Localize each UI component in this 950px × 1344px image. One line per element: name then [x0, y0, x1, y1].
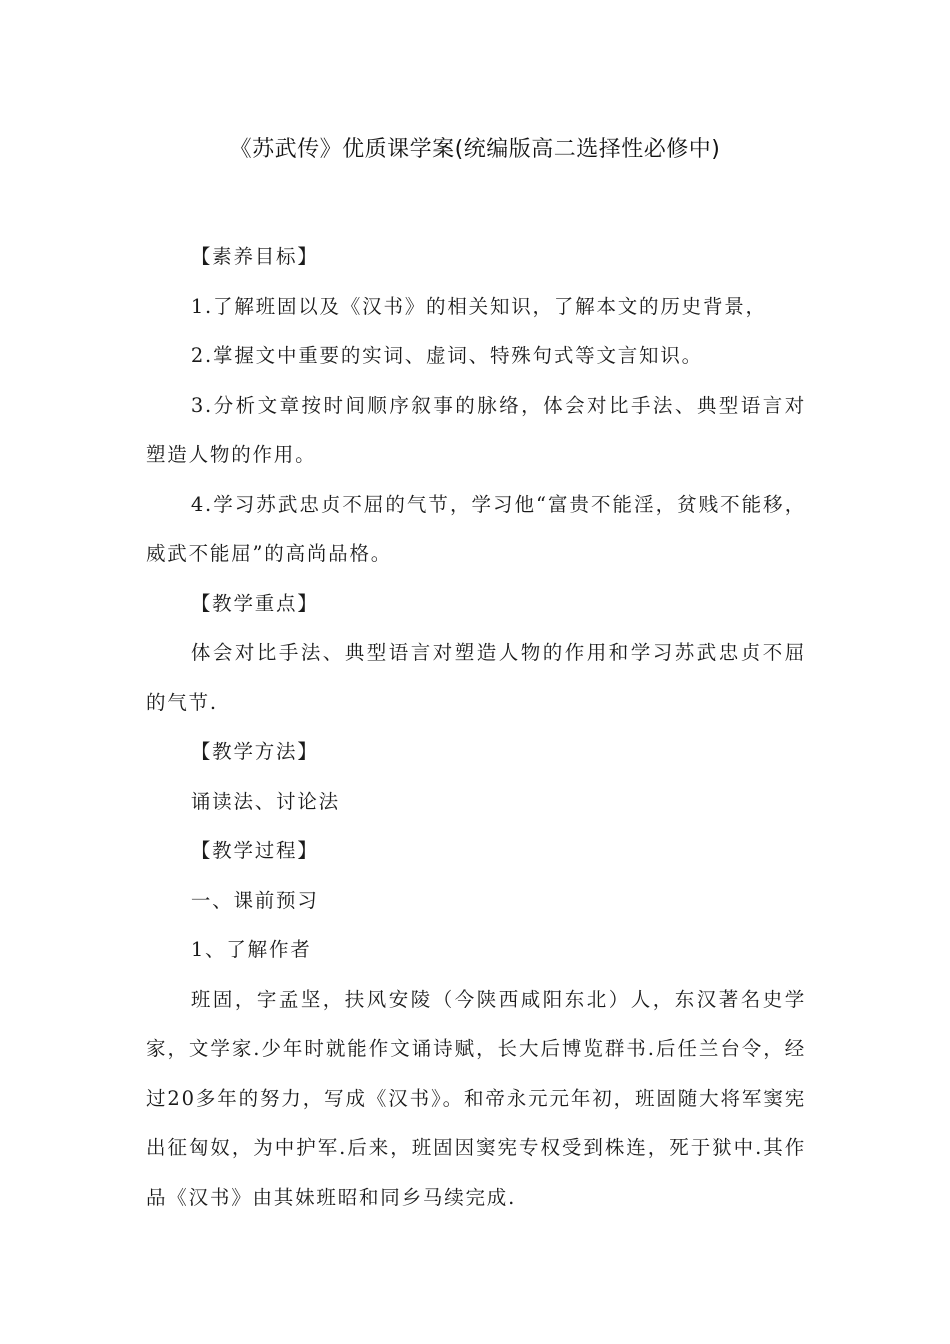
- heading-teaching-method: 【教学方法】: [190, 740, 319, 763]
- subsection-author: 1、了解作者: [190, 938, 312, 961]
- heading-teaching-focus: 【教学重点】: [190, 591, 319, 615]
- teaching-method-text: 诵读法、讨论法: [190, 789, 340, 813]
- goal-item-3: 3.分析文章按时间顺序叙事的脉络，体会对比手法、典型语言对塑造人物的作用。: [146, 393, 806, 466]
- author-bio-paragraph: 班固，字孟坚，扶风安陵（今陕西咸阳东北）人，东汉著名史学家，文学家.少年时就能作文诵诗赋，长大后博览群书.后任兰台令，经过20多年的努力，写成《汉书》。和帝永元元年初，班固随大将军窦宪出征匈奴，为中护军.后来，班固因窦宪专权受到株连，死于狱中.其作品《汉书》由其妹班昭和同乡马续完成.: [146, 987, 806, 1209]
- document-body: [146, 232, 806, 1222]
- heading-literacy-goals: 【素养目标】: [190, 245, 319, 268]
- section-preview: 一、课前预习: [190, 888, 319, 912]
- heading-teaching-process: 【教学过程】: [190, 839, 319, 862]
- teaching-focus-text: 体会对比手法、典型语言对塑造人物的作用和学习苏武忠贞不屈的气节.: [146, 641, 806, 714]
- goal-item-1: 1.了解班固以及《汉书》的相关知识，了解本文的历史背景，: [190, 294, 767, 318]
- goal-item-2: 2.掌握文中重要的实词、虚词、特殊句式等文言知识。: [190, 344, 703, 367]
- goal-item-4: 4.学习苏武忠贞不屈的气节，学习他“富贵不能淫，贫贱不能移，威武不能屈”的高尚品格。: [146, 492, 806, 565]
- document-title: 《苏武传》优质课学案(统编版高二选择性必修中): [229, 137, 721, 162]
